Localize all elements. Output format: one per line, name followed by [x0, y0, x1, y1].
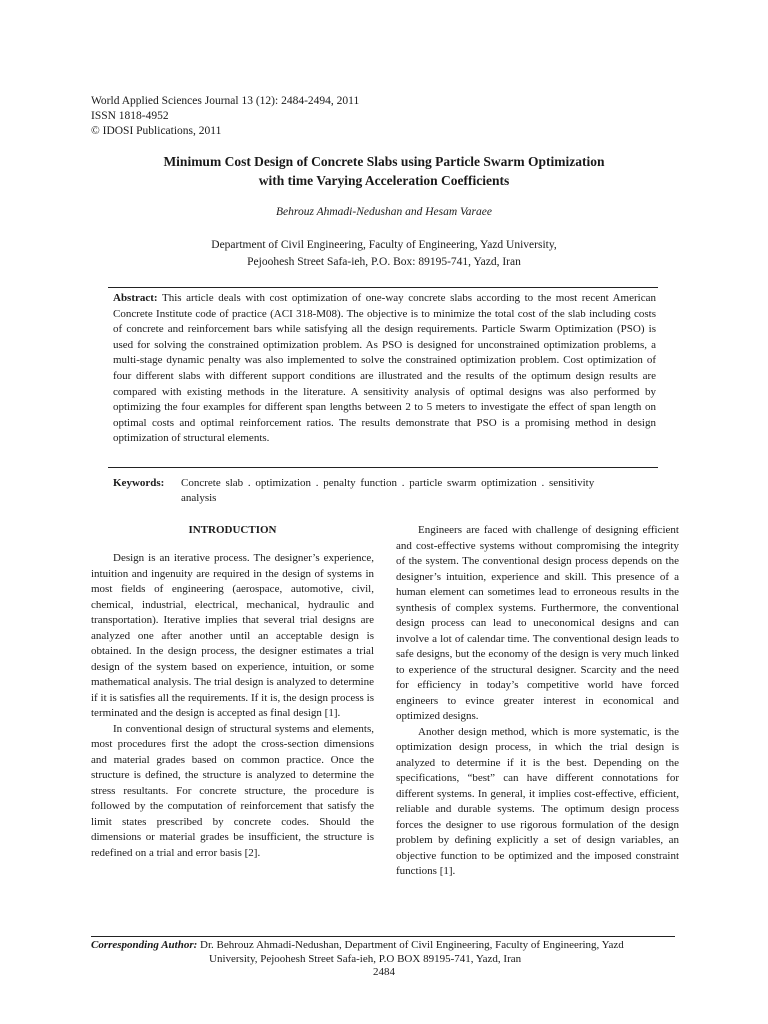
issn: ISSN 1818-4952: [91, 110, 169, 122]
corresponding-author-line-1: Dr. Behrouz Ahmadi-Nedushan, Department of Civil Engineering, Faculty of Engineering, Yazd: [200, 939, 624, 951]
keywords-label: Keywords:: [113, 477, 165, 489]
corresponding-author-line-2: University, Pejoohesh Street Safa-ieh, P.O BOX 89195-741, Yazd, Iran: [209, 953, 522, 965]
paper-title: [60, 152, 708, 190]
corresponding-author-label: Corresponding Author:: [91, 939, 198, 951]
abstract: [113, 291, 656, 447]
affiliation-line-1: Department of Civil Engineering, Faculty of Engineering, Yazd University,: [211, 239, 557, 251]
keywords-line-1: Concrete slab . optimization . penalty function . particle swarm optimization . sensitivity: [181, 477, 595, 489]
abstract-bottom-rule: [108, 467, 658, 468]
journal-citation: World Applied Sciences Journal 13 (12): 2484-2494, 2011: [91, 95, 360, 107]
journal-header: [91, 94, 359, 139]
left-paragraph-2: In conventional design of structural systems and elements, most procedures first the adopt the cross-section dimensions and material grades based on common practice. Once the structure is defined, the structure is analyzed to determine the stress resultants. For concrete structure, the procedure is followed by the computation of reinforcement that satisfy the limit states prescribed by concrete codes. Should the dimensions or material grades be insufficient, the structure is redefined on a trial and error basis [2].: [91, 722, 374, 859]
abstract-label: Abstract:: [113, 292, 158, 304]
page-number: 2484: [373, 966, 395, 978]
keywords-line-2: analysis: [181, 492, 217, 504]
left-column: [91, 523, 374, 861]
copyright: © IDOSI Publications, 2011: [91, 125, 222, 137]
left-paragraph-1: Design is an iterative process. The designer’s experience, intuition and ingenuity are required in the design of systems in most fields of engineering (aerospace, automotive, civil, chemical, industrial, electrical, mechanical, hydraulic and transportation). Iterative implies that several trial designs are analyzed one after another until an acceptable design is obtained. In the design process, the designer estimates a trial design of the system based on experience, intuition, or some mathematical analysis. The trial design is analyzed to determine if it is satisfies all the requirements. If it is, the design process is terminated and the design is accepted as final design [1].: [91, 552, 374, 719]
corresponding-author: [91, 936, 675, 966]
title-line-2: with time Varying Acceleration Coefficients: [258, 173, 510, 188]
right-paragraph-1: Engineers are faced with challenge of designing efficient and cost-effective systems without compromising the integrity of the system. The conventional design process depends on the designer’s intuition, experience and skill. This presence of a human element can sometimes lead to erroneous results in the synthesis of complex systems. Furthermore, the conventional design process can lead to uneconomical designs and can involve a lot of calendar time. The conventional design leads to safe designs, but the economy of the design is very much linked to experience of the structural designer. Scarcity and the need for efficiency in today’s competitive world have forced engineers to evince greater interest in economical and optimized designs.: [396, 524, 679, 722]
abstract-top-rule: [108, 287, 658, 288]
affiliation: [60, 237, 708, 271]
right-column: [396, 523, 679, 880]
introduction-heading: INTRODUCTION: [188, 524, 277, 536]
affiliation-line-2: Pejoohesh Street Safa-ieh, P.O. Box: 89195-741, Yazd, Iran: [247, 256, 521, 268]
authors: Behrouz Ahmadi-Nedushan and Hesam Varaee: [276, 206, 492, 218]
abstract-text: This article deals with cost optimization of one-way concrete slabs according to the most recent American Concrete Institute code of practice (ACI 318-M08). The objective is to minimize the total cost of the slab including costs of concrete and reinforcement bars while satisfying all the design requirements. Particle Swarm Optimization (PSO) is used for solving the constrained optimization problem. As PSO is designed for unconstrained optimization problems, a multi-stage dynamic penalty was also implemented to solve the constrained optimization problem. Cost optimization of four different slabs with different support conditions are illustrated and the results of the optimum design results are compared with existing methods in the literature. A sensitivity analysis of optimal designs was also performed by optimizing the four examples for different span lengths between 2 to 5 meters to investigate the effect of span length on optimal costs and optimal reinforcement ratios. The results demonstrate that PSO is a promising method in design optimization of structural elements.: [113, 292, 656, 445]
right-paragraph-2: Another design method, which is more systematic, is the optimization design process, in which the trial design is analyzed to determine if it is the best. Depending on the specifications, “best” can have different connotations for different systems. In general, it implies cost-effective, efficient, reliable and durable systems. The optimum design process forces the designer to use rigorous formulation of the design problem by defining explicitly a set of design variables, an objective function to be optimized and the imposed constraint functions [1].: [396, 725, 679, 877]
title-line-1: Minimum Cost Design of Concrete Slabs using Particle Swarm Optimization: [163, 154, 605, 169]
